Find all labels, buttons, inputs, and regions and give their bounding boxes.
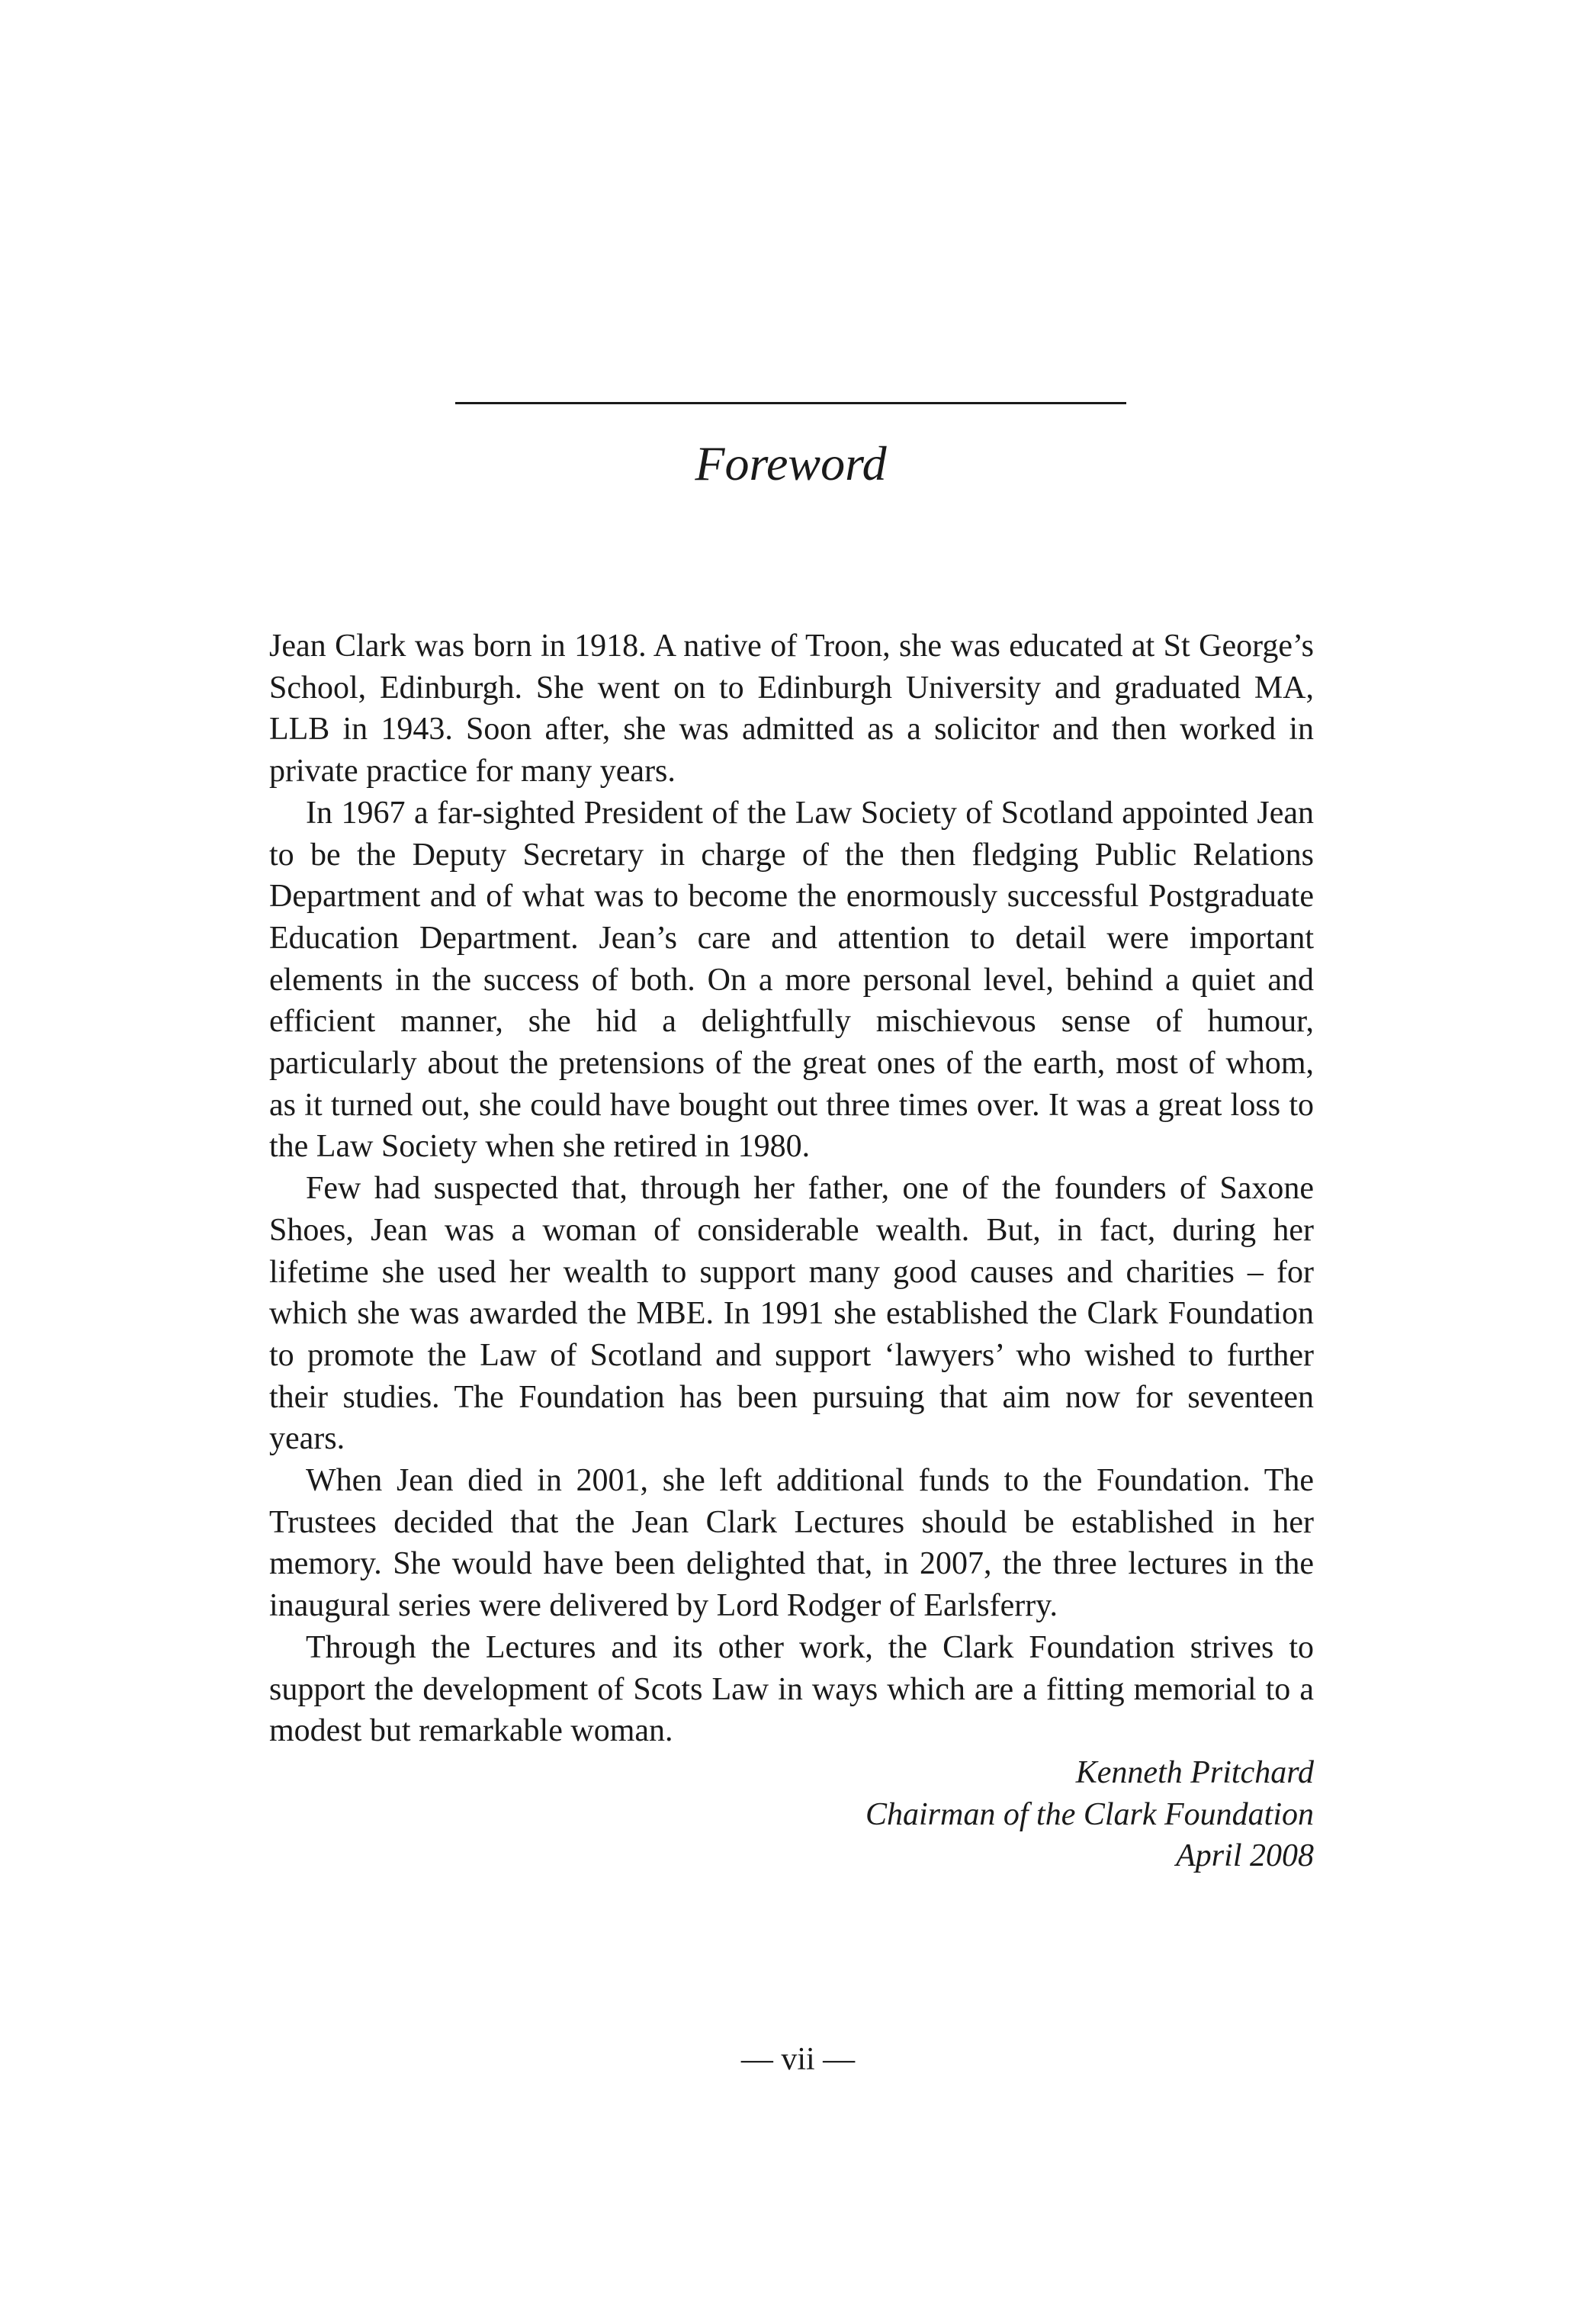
page-title: Foreword [695,436,887,490]
page-number: — vii — [740,2042,856,2077]
signature-name: Kenneth Pritchard [1075,1754,1314,1790]
paragraph: Jean Clark was born in 1918. A native of Troon, she was educated at St George’s School, Edinburgh. She went on to Edinburgh University and graduated MA, LLB in 1943. Soon after, she was admitted as a solicitor and then worked in private practice for many years. [269,629,1314,789]
signature-role: Chairman of the Clark Foundation [865,1796,1314,1832]
signature-block [269,1752,1314,1877]
foreword-body [269,625,1314,1877]
paragraph: When Jean died in 2001, she left additional funds to the Foundation. The Trustees decided that the Jean Clark Lectures should be established in her memory. She would have been delighted that, in 2007, the three lectures in the inaugural series were delivered by Lord Rodger of Earlsferry. [269,1463,1314,1624]
signature-date: April 2008 [1176,1838,1314,1874]
title-rule [455,402,1126,404]
paragraph: Through the Lectures and its other work, the Clark Foundation strives to support the development of Scots Law in ways which are a fitting memorial to a modest but remarkable woman. [269,1629,1314,1749]
paragraph: Few had suspected that, through her father, one of the founders of Saxone Shoes, Jean was a woman of considerable wealth. But, in fact, during her lifetime she used her wealth to support many good causes and charities – for which she was awarded the MBE. In 1991 she established the Clark Foundation to promote the Law of Scotland and support ‘lawyers’ who wished to further their studies. The Foundation has been pursuing that aim now for seventeen years. [269,1171,1314,1457]
paragraph: In 1967 a far-sighted President of the Law Society of Scotland appointed Jean to be the Deputy Secretary in charge of the then fledging Public Relations Department and of what was to become the enormously successful Postgraduate Education Department. Jean’s care and attention to detail were important elements in the success of both. On a more personal level, behind a quiet and efficient manner, she hid a delightfully mischievous sense of humour, particularly about the pretensions of the great ones of the earth, most of whom, as it turned out, she could have bought out three times over. It was a great loss to the Law Society when she retired in 1980. [269,795,1314,1165]
